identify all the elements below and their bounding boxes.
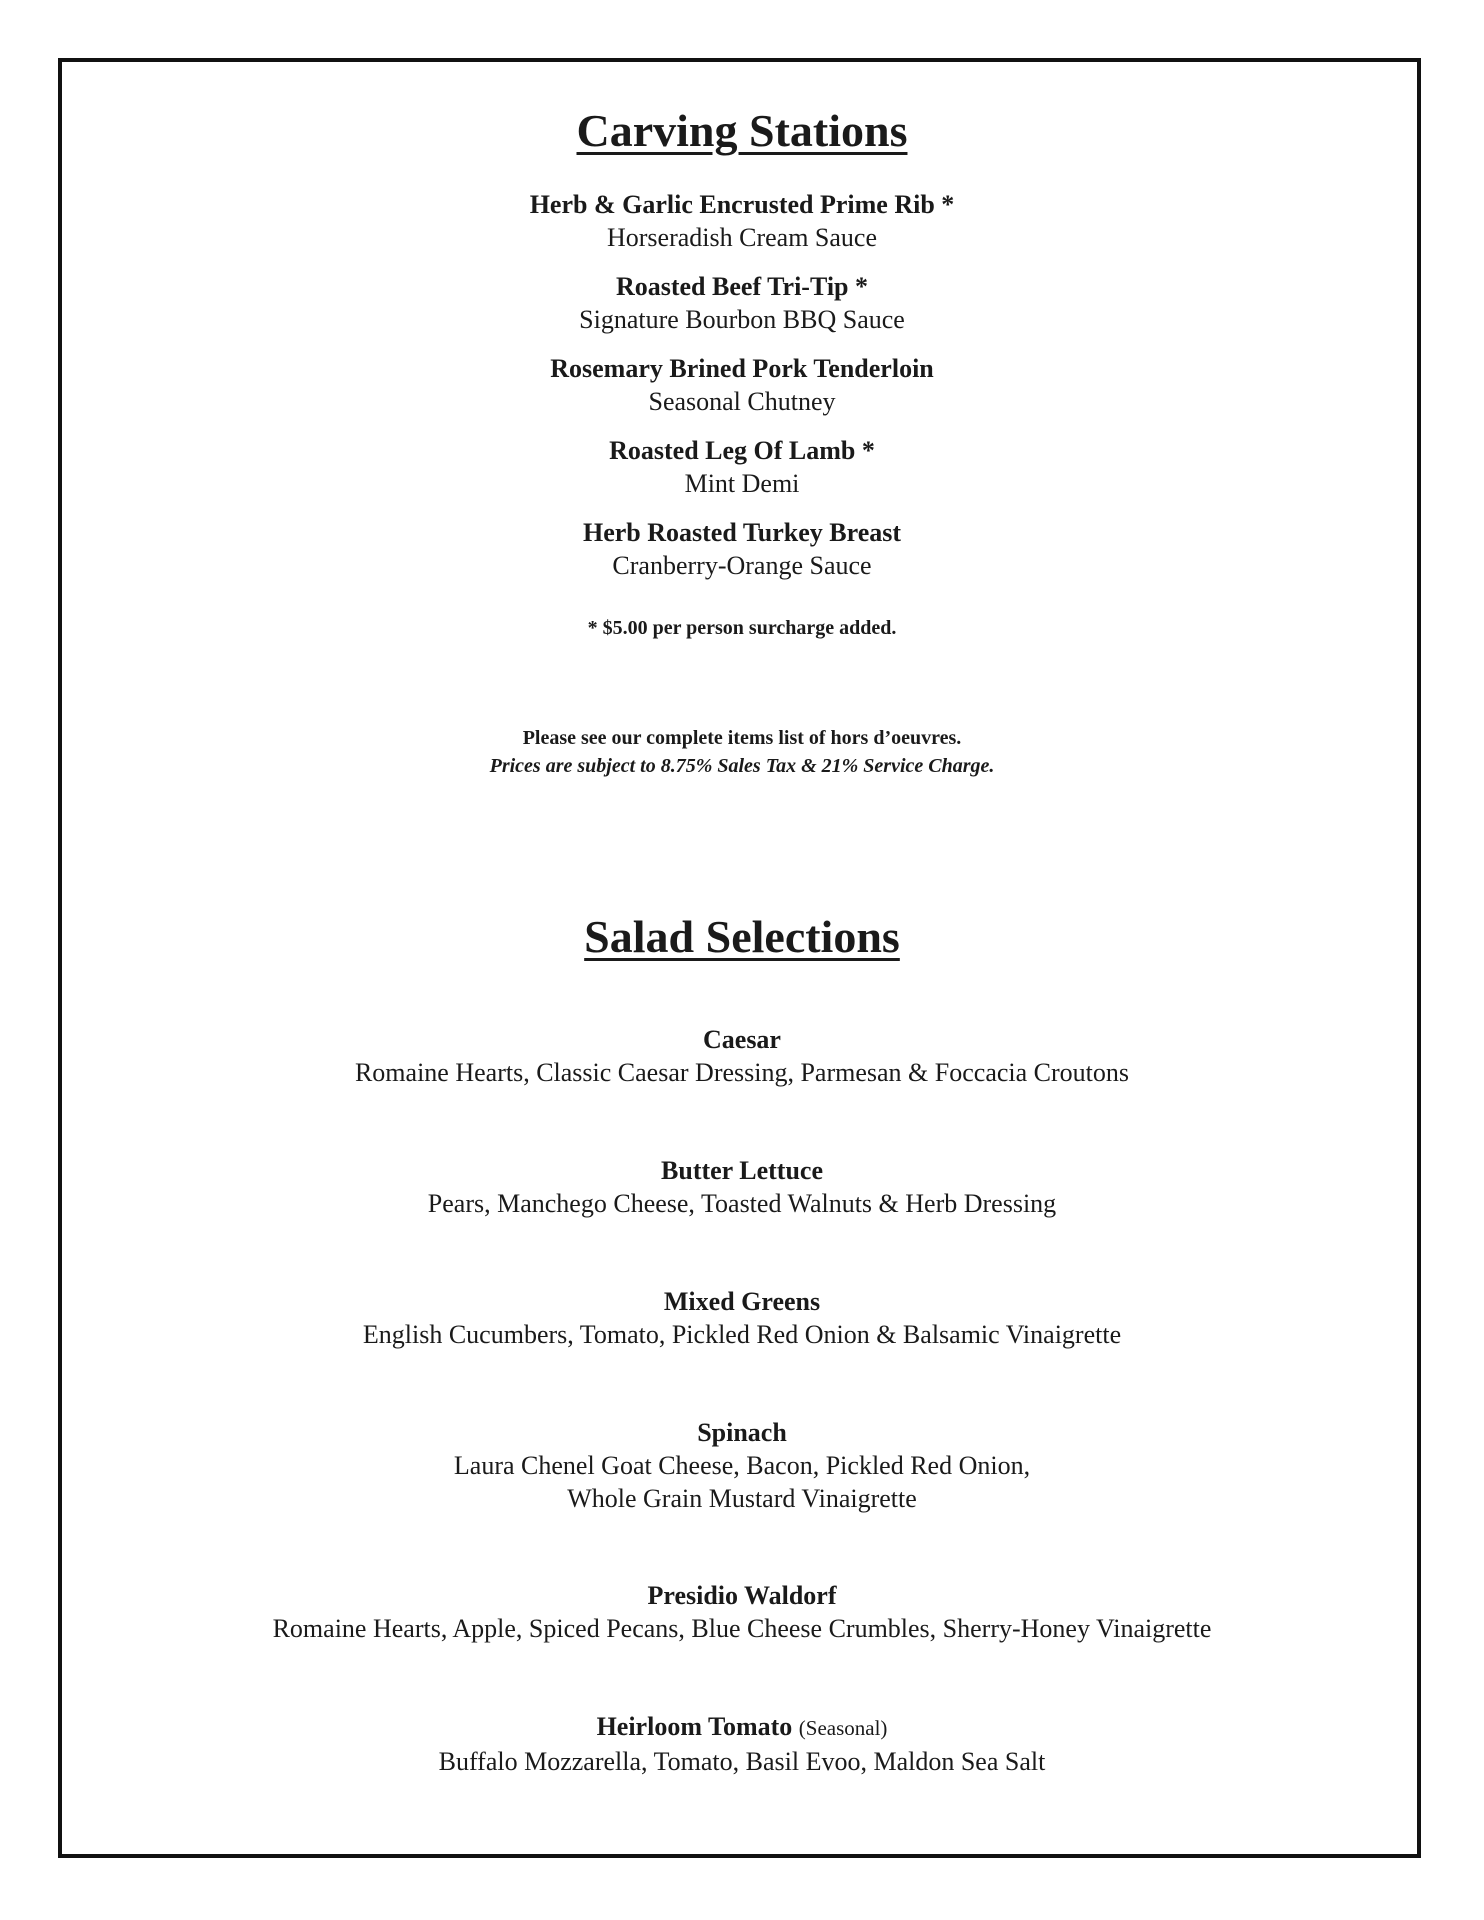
item-name: Mixed Greens bbox=[663, 1287, 821, 1316]
surcharge-note-block bbox=[0, 614, 1484, 642]
item-description: Horseradish Cream Sauce bbox=[606, 223, 878, 252]
menu-item bbox=[0, 516, 1484, 582]
item-description: Buffalo Mozzarella, Tomato, Basil Evoo, Maldon Sea Salt bbox=[438, 1747, 1046, 1776]
carving-stations-title: Carving Stations bbox=[576, 105, 908, 156]
menu-item bbox=[0, 1416, 1484, 1515]
item-name: Roasted Beef Tri-Tip * bbox=[615, 272, 869, 301]
seasonal-tag: (Seasonal) bbox=[798, 1716, 888, 1740]
item-description: Cranberry-Orange Sauce bbox=[612, 551, 872, 580]
item-description: Romaine Hearts, Apple, Spiced Pecans, Blue Cheese Crumbles, Sherry-Honey Vinaigrette bbox=[272, 1614, 1212, 1643]
menu-item bbox=[0, 1154, 1484, 1220]
item-description: Signature Bourbon BBQ Sauce bbox=[579, 305, 905, 334]
menu-item bbox=[0, 434, 1484, 500]
item-name: Herb & Garlic Encrusted Prime Rib * bbox=[529, 190, 955, 219]
menu-item bbox=[0, 1023, 1484, 1089]
menu-item bbox=[0, 352, 1484, 418]
menu-item bbox=[0, 1579, 1484, 1645]
menu-item bbox=[0, 1710, 1484, 1778]
surcharge-note: * $5.00 per person surcharge added. bbox=[587, 617, 897, 639]
item-description: Romaine Hearts, Classic Caesar Dressing, Parmesan & Foccacia Croutons bbox=[354, 1058, 1130, 1087]
hors-doeuvres-note: Please see our complete items list of hors d’oeuvres. bbox=[522, 727, 962, 749]
item-name: Spinach bbox=[697, 1418, 787, 1447]
salad-selections-section bbox=[0, 910, 1484, 963]
item-name: Roasted Leg Of Lamb * bbox=[609, 436, 875, 465]
menu-item bbox=[0, 188, 1484, 254]
item-description: Laura Chenel Goat Cheese, Bacon, Pickled Red Onion, bbox=[453, 1451, 1031, 1480]
item-description-line-2: Whole Grain Mustard Vinaigrette bbox=[567, 1484, 917, 1513]
tax-note: Prices are subject to 8.75% Sales Tax & 21% Service Charge. bbox=[489, 755, 995, 777]
item-description: Pears, Manchego Cheese, Toasted Walnuts & Herb Dressing bbox=[427, 1189, 1057, 1218]
item-name: Herb Roasted Turkey Breast bbox=[582, 518, 902, 547]
menu-item bbox=[0, 1285, 1484, 1351]
item-name: Butter Lettuce bbox=[661, 1156, 823, 1185]
item-name: Rosemary Brined Pork Tenderloin bbox=[550, 354, 934, 383]
item-description: Mint Demi bbox=[684, 469, 800, 498]
footnotes bbox=[0, 724, 1484, 780]
item-description: Seasonal Chutney bbox=[648, 387, 836, 416]
salad-selections-title: Salad Selections bbox=[584, 911, 900, 962]
item-name: Presidio Waldorf bbox=[647, 1581, 837, 1610]
carving-stations-section bbox=[0, 104, 1484, 157]
menu-item bbox=[0, 270, 1484, 336]
item-name: Caesar bbox=[703, 1025, 781, 1054]
item-name-row bbox=[0, 1710, 1484, 1745]
item-name: Heirloom Tomato bbox=[596, 1712, 793, 1741]
item-description: English Cucumbers, Tomato, Pickled Red Onion & Balsamic Vinaigrette bbox=[362, 1320, 1122, 1349]
